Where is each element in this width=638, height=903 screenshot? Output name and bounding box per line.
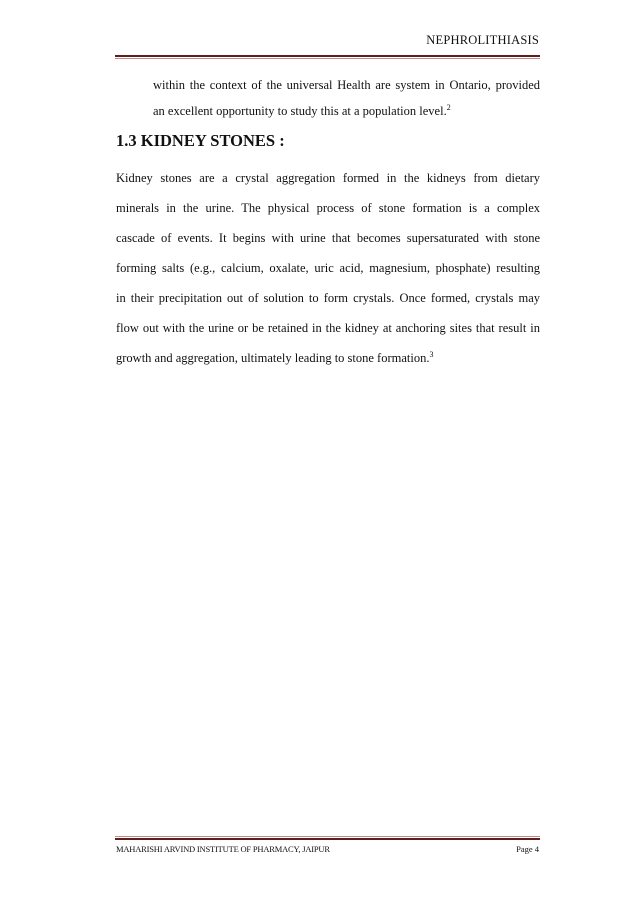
citation-superscript: 3 <box>429 350 434 359</box>
line-text: growth and aggregation, ultimately leading to stone formation. <box>116 351 430 365</box>
paragraph-line-last <box>116 350 540 366</box>
paragraph-line: Kidney stones are a crystal aggregation formed in the kidneys from dietary <box>116 171 540 185</box>
footer-rule-dark <box>115 838 540 840</box>
header-rule-dark <box>115 55 540 57</box>
paragraph-line: forming salts (e.g., calcium, oxalate, uric acid, magnesium, phosphate) resulting <box>116 261 540 275</box>
header-rule-light <box>115 58 540 59</box>
citation-superscript: 2 <box>446 103 451 112</box>
paragraph-line: flow out with the urine or be retained in the kidney at anchoring sites that result in <box>116 321 540 335</box>
footer-page-number: Page 4 <box>516 844 539 854</box>
footer-rule-light <box>115 836 540 837</box>
paragraph-line: minerals in the urine. The physical process of stone formation is a complex <box>116 201 540 215</box>
paragraph-line-last <box>153 103 540 119</box>
section-heading: 1.3 KIDNEY STONES : <box>116 131 285 150</box>
paragraph-line: cascade of events. It begins with urine that becomes supersaturated with stone <box>116 231 540 245</box>
footer-institute: MAHARISHI ARVIND INSTITUTE OF PHARMACY, JAIPUR <box>116 844 330 854</box>
paragraph-line: within the context of the universal Health are system in Ontario, provided <box>153 78 540 92</box>
line-text: an excellent opportunity to study this at a population level. <box>153 104 447 118</box>
paragraph-line: in their precipitation out of solution to form crystals. Once formed, crystals may <box>116 291 540 305</box>
running-header-title: NEPHROLITHIASIS <box>426 33 539 47</box>
